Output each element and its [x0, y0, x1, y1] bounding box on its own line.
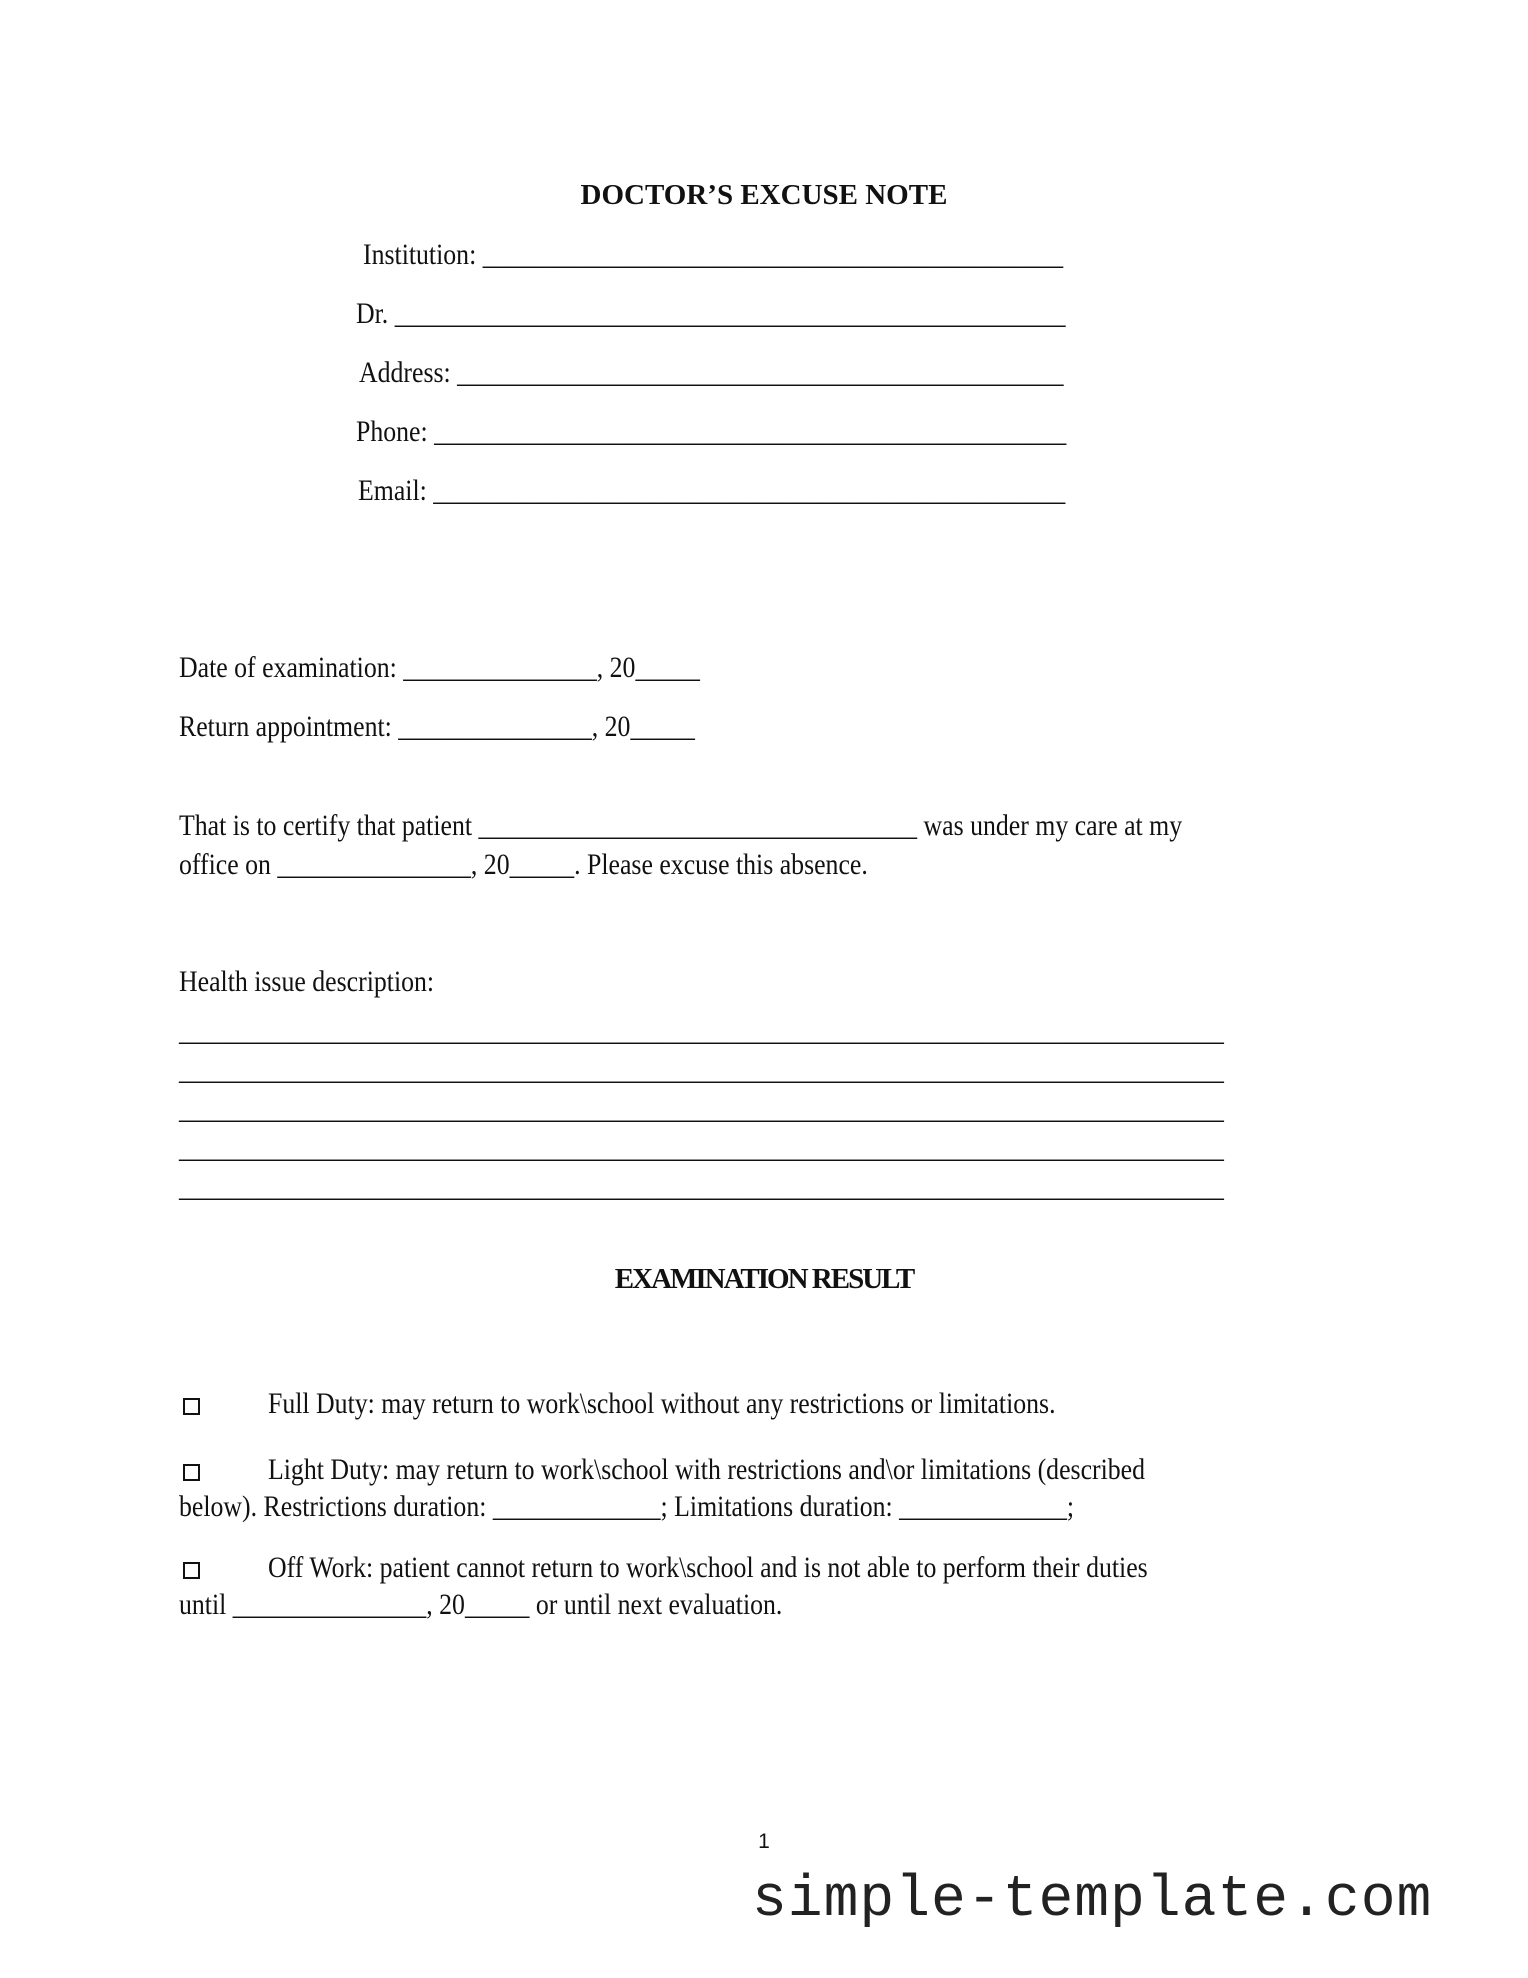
certify-line-2: office on _______________, 20_____. Please excuse this absence.	[179, 848, 868, 881]
health-issue-line: _________________________________________________________________________________	[179, 1092, 1224, 1125]
full-duty-text: Full Duty: may return to work\school without any restrictions or limitations.	[268, 1387, 1056, 1420]
return-appointment-field: Return appointment: _______________, 20_____	[179, 710, 695, 743]
off-work-text-2: until _______________, 20_____ or until next evaluation.	[179, 1588, 783, 1621]
examination-result-heading: EXAMINATION RESULT	[614, 1263, 914, 1295]
address-field: Address: _______________________________________________	[359, 356, 1064, 389]
phone-field: Phone: _________________________________________________	[356, 415, 1067, 448]
off-work-checkbox[interactable]	[183, 1562, 200, 1579]
health-issue-line: _________________________________________________________________________________	[179, 1053, 1224, 1086]
health-issue-line: _________________________________________________________________________________	[179, 1170, 1224, 1203]
doctor-field: Dr. ____________________________________________________	[356, 297, 1066, 330]
light-duty-text-2: below). Restrictions duration: _____________; Limitations duration: _____________;	[179, 1490, 1075, 1523]
light-duty-text-1: Light Duty: may return to work\school with restrictions and\or limitations (described	[268, 1453, 1146, 1486]
off-work-text-1: Off Work: patient cannot return to work\school and is not able to perform their duties	[268, 1551, 1148, 1584]
institution-field: Institution: _____________________________________________	[363, 238, 1064, 271]
health-issue-label: Health issue description:	[179, 965, 435, 998]
full-duty-checkbox[interactable]	[183, 1398, 200, 1415]
document-title: DOCTOR’S EXCUSE NOTE	[580, 179, 948, 211]
health-issue-line: _________________________________________________________________________________	[179, 1131, 1224, 1164]
certify-line-1: That is to certify that patient __________________________________ was under my care at my	[179, 809, 1183, 842]
health-issue-line: _________________________________________________________________________________	[179, 1014, 1224, 1047]
light-duty-checkbox[interactable]	[183, 1464, 200, 1481]
exam-date-field: Date of examination: _______________, 20_____	[179, 651, 700, 684]
footer-watermark: simple-template.com	[752, 1868, 1433, 1933]
email-field: Email: _________________________________________________	[358, 474, 1066, 507]
page-number: 1	[758, 1830, 770, 1853]
